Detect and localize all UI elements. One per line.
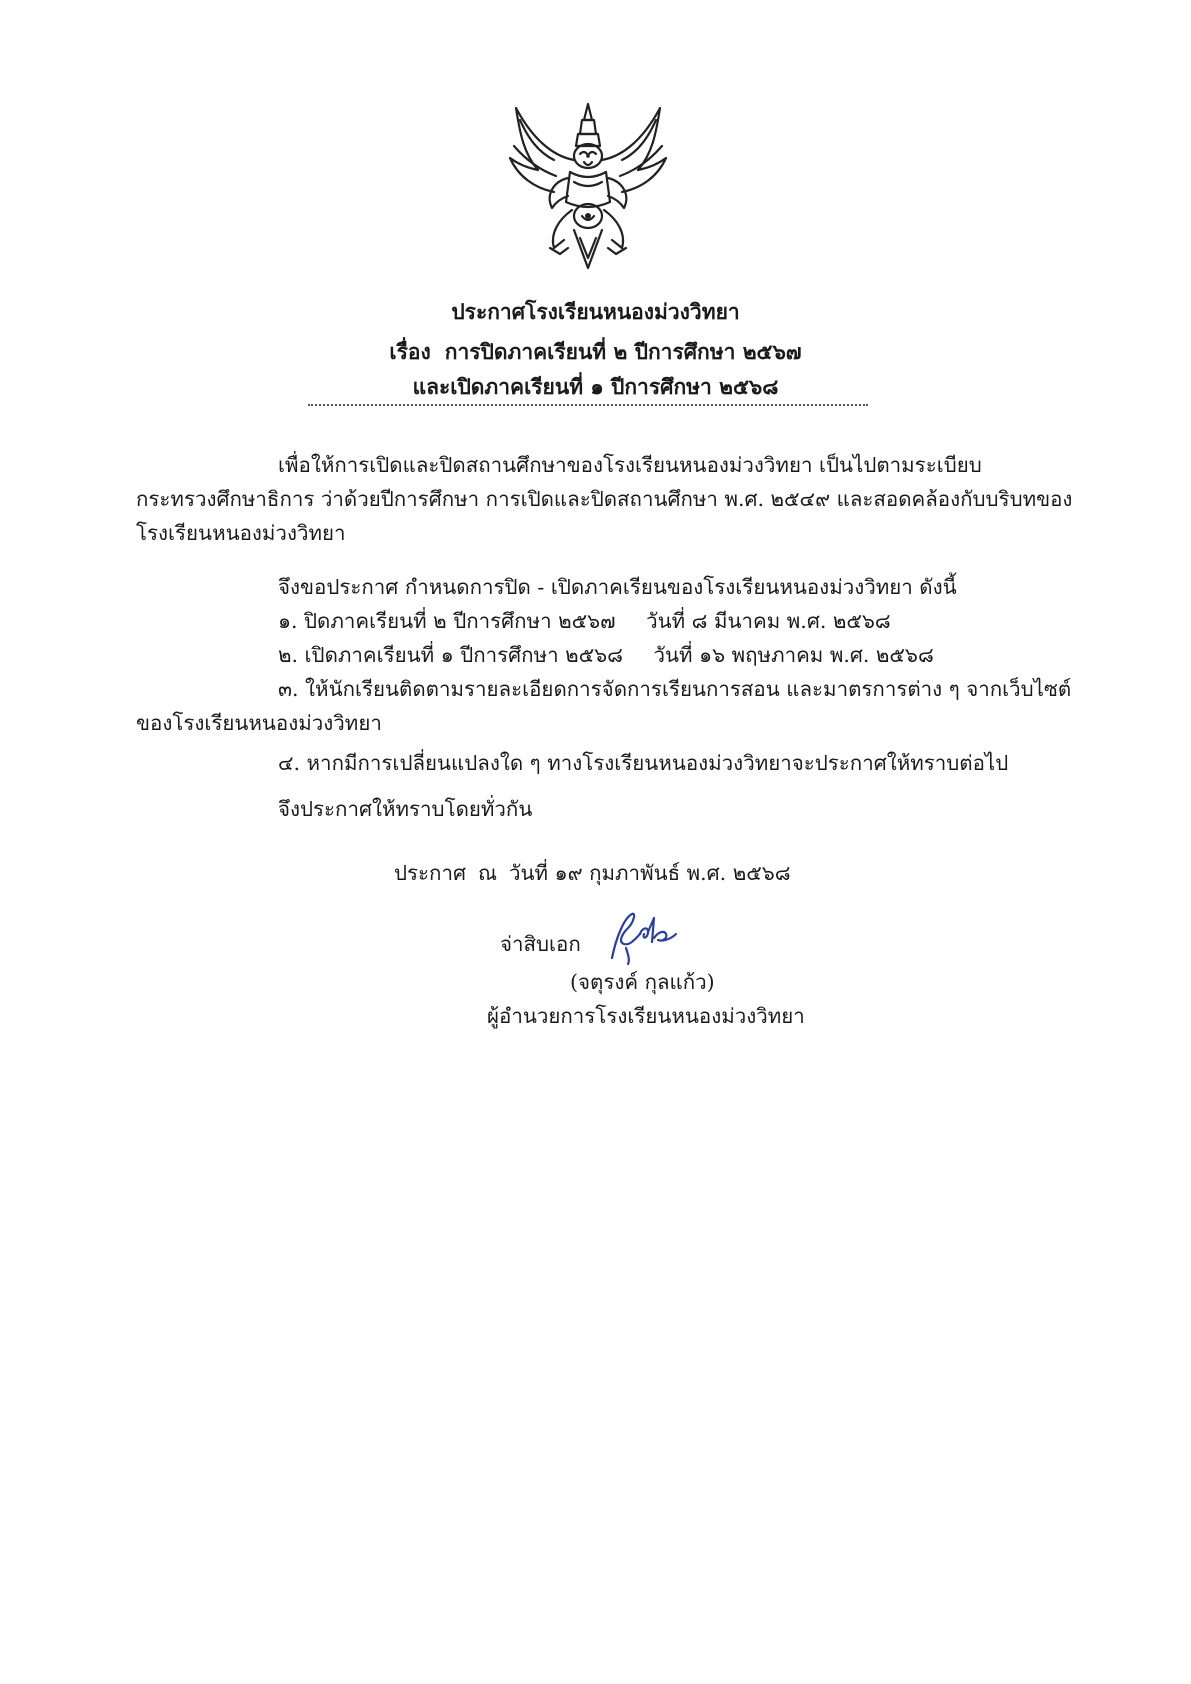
dotted-divider (308, 404, 868, 406)
announcement-date-line (394, 856, 791, 890)
announcement-subject (0, 336, 1191, 369)
handwritten-signature (602, 908, 682, 968)
paragraph-line-1: เพื่อให้การเปิดและปิดสถานศึกษาของโรงเรียนหนองม่วงวิทยา เป็นไปตามระเบียบ (278, 453, 982, 477)
announced-preposition: ณ (477, 861, 498, 885)
list-item-2-text: ๒. เปิดภาคเรียนที่ ๑ ปีการศึกษา ๒๕๖๘ (278, 643, 623, 667)
list-item-4: ๔. หากมีการเปลี่ยนแปลงใด ๆ ทางโรงเรียนหนองม่วงวิทยาจะประกาศให้ทราบต่อไป (278, 751, 1009, 775)
list-item-3: ๓. ให้นักเรียนติดตามรายละเอียดการจัดการเรียนการสอน และมาตรการต่าง ๆ จากเว็บไซต์ (278, 677, 1072, 701)
schedule-intro: จึงขอประกาศ กำหนดการปิด - เปิดภาคเรียนของโรงเรียนหนองม่วงวิทยา ดังนี้ (278, 575, 957, 599)
closing-statement: จึงประกาศให้ทราบโดยทั่วกัน (278, 797, 533, 821)
list-item-2-date: วันที่ ๑๖ พฤษภาคม พ.ศ. ๒๕๖๘ (653, 643, 934, 667)
list-item-1-text: ๑. ปิดภาคเรียนที่ ๒ ปีการศึกษา ๒๕๖๗ (278, 609, 616, 633)
announced-label: ประกาศ (394, 861, 466, 885)
subject-line-2: และเปิดภาคเรียนที่ ๑ ปีการศึกษา ๒๕๖๘ (412, 374, 779, 399)
list-item-2 (278, 638, 934, 672)
signatory-position: ผู้อำนวยการโรงเรียนหนองม่วงวิทยา (487, 1004, 805, 1028)
list-item-1 (278, 604, 891, 638)
paragraph-line-3: โรงเรียนหนองม่วงวิทยา (136, 521, 346, 545)
subject-label: เรื่อง (389, 339, 431, 364)
signatory-rank: จ่าสิบเอก (500, 932, 581, 956)
subject-line-1: การปิดภาคเรียนที่ ๒ ปีการศึกษา ๒๕๖๗ (444, 339, 802, 364)
garuda-emblem-icon (498, 98, 678, 278)
announcement-title: ประกาศโรงเรียนหนองม่วงวิทยา (451, 299, 740, 324)
announced-date: วันที่ ๑๙ กุมภาพันธ์ พ.ศ. ๒๕๖๘ (509, 861, 791, 885)
list-item-3-continuation: ของโรงเรียนหนองม่วงวิทยา (136, 711, 382, 735)
signatory-name: (จตุรงค์ กุลแก้ว) (570, 970, 715, 994)
paragraph-line-2: กระทรวงศึกษาธิการ ว่าด้วยปีการศึกษา การเปิดและปิดสถานศึกษา พ.ศ. ๒๕๔๙ และสอดคล้องกับบริบทของ (136, 487, 1073, 511)
list-item-1-date: วันที่ ๘ มีนาคม พ.ศ. ๒๕๖๘ (646, 609, 891, 633)
